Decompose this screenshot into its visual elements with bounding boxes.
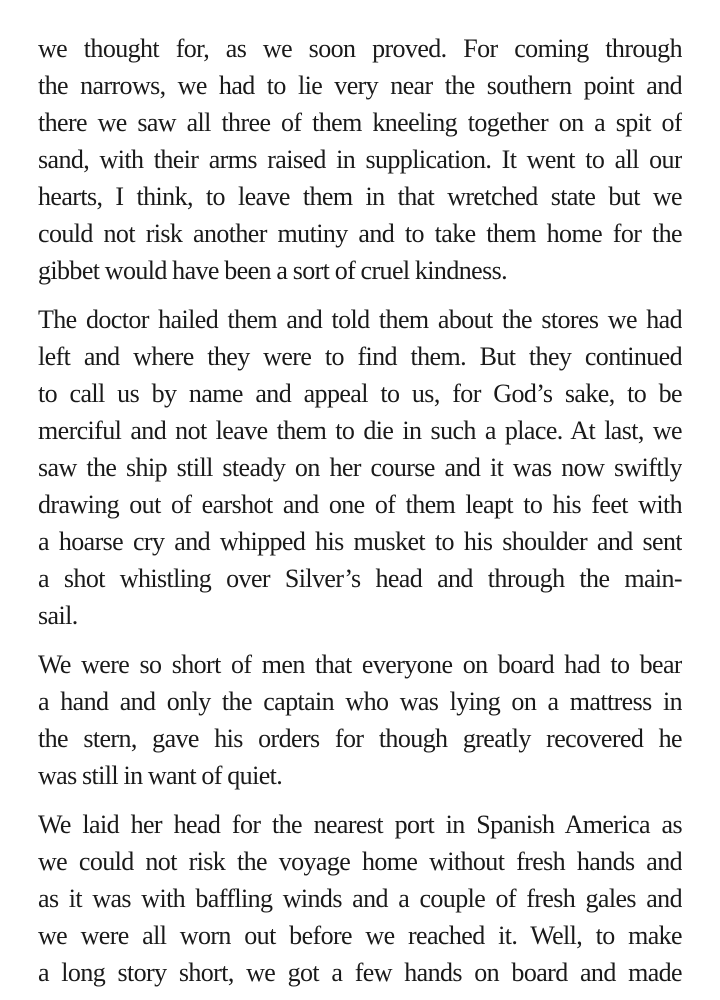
paragraph-4	[38, 806, 682, 991]
text-line: we could not risk the voyage home without fresh hands and	[38, 847, 682, 876]
text-line: merciful and not leave them to die in such a place. At last, we	[38, 416, 682, 445]
text-line: drawing out of earshot and one of them leapt to his feet with	[38, 490, 682, 519]
text-line: we were all worn out before we reached it. Well, to make	[38, 921, 682, 950]
text-line: a hoarse cry and whipped his musket to his shoulder and sent	[38, 527, 682, 556]
text-line: was still in want of quiet.	[38, 761, 283, 790]
paragraph-2	[38, 301, 682, 634]
text-line: a hand and only the captain who was lying on a mattress in	[38, 687, 682, 716]
text-line: We were so short of men that everyone on board had to bear	[38, 650, 682, 679]
paragraph-3	[38, 646, 682, 794]
text-line: We laid her head for the nearest port in Spanish America as	[38, 810, 682, 839]
text-line: left and where they were to find them. But they continued	[38, 342, 682, 371]
text-line: hearts, I think, to leave them in that wretched state but we	[38, 182, 682, 211]
text-line: gibbet would have been a sort of cruel kindness.	[38, 256, 508, 285]
text-line: The doctor hailed them and told them about the stores we had	[38, 305, 682, 334]
text-line: the stern, gave his orders for though greatly recovered he	[38, 724, 682, 753]
text-line: there we saw all three of them kneeling together on a spit of	[38, 108, 682, 137]
text-line: the narrows, we had to lie very near the southern point and	[38, 71, 682, 100]
paragraph-1	[38, 30, 682, 289]
text-line: sail.	[38, 601, 78, 630]
text-line: we thought for, as we soon proved. For coming through	[38, 34, 682, 63]
text-line: a long story short, we got a few hands on board and made	[38, 958, 682, 987]
text-line: saw the ship still steady on her course and it was now swiftly	[38, 453, 682, 482]
text-line: to call us by name and appeal to us, for God’s sake, to be	[38, 379, 682, 408]
text-line: as it was with baffling winds and a couple of fresh gales and	[38, 884, 682, 913]
text-line: a shot whistling over Silver’s head and through the main-	[38, 564, 682, 593]
text-line: sand, with their arms raised in supplication. It went to all our	[38, 145, 682, 174]
text-line: could not risk another mutiny and to take them home for the	[38, 219, 682, 248]
